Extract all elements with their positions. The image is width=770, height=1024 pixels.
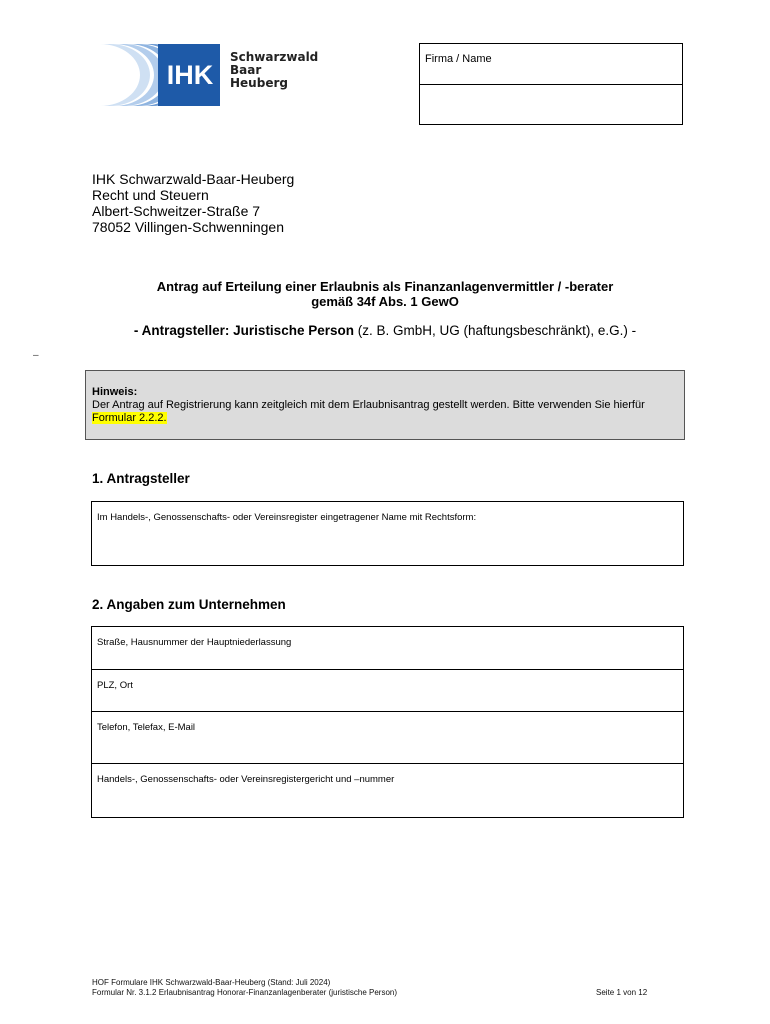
unternehmen-fields-table bbox=[91, 626, 684, 818]
firma-label: Firma / Name bbox=[425, 53, 492, 65]
subtitle-bold: - Antragsteller: Juristische Person bbox=[133, 323, 354, 338]
antragsteller-name-label: Im Handels-, Genossenschafts- oder Vereinsregister eingetragener Name mit Rechtsform: bbox=[97, 512, 477, 523]
kontakt-field[interactable] bbox=[92, 712, 683, 764]
form-title-line-1: Antrag auf Erteilung einer Erlaubnis als Finanzanlagenvermittler / -berater bbox=[156, 279, 614, 294]
kontakt-label: Telefon, Telefax, E-Mail bbox=[97, 722, 196, 733]
logo-line-3: Heuberg bbox=[230, 76, 288, 90]
firma-name-input[interactable] bbox=[420, 85, 682, 125]
subtitle-normal: (z. B. GmbH, UG (haftungsbeschränkt), e.G.) - bbox=[353, 323, 637, 338]
logo-line-1: Schwarzwald bbox=[230, 50, 319, 64]
form-subtitle bbox=[0, 323, 770, 339]
page-number: Seite 1 von 12 bbox=[596, 988, 648, 997]
strasse-field[interactable] bbox=[92, 627, 683, 670]
address-line-4: 78052 Villingen-Schwenningen bbox=[92, 219, 285, 235]
hinweis-text: Der Antrag auf Registrierung kann zeitgleich mit dem Erlaubnisantrag gestellt werden. Bitte verwenden Sie hierfür bbox=[92, 399, 645, 411]
firma-name-box bbox=[419, 43, 683, 125]
antragsteller-name-field[interactable] bbox=[91, 501, 684, 566]
hinweis-content bbox=[92, 386, 680, 425]
hinweis-box bbox=[85, 370, 685, 440]
hinweis-heading: Hinweis: bbox=[92, 386, 138, 398]
page-footer bbox=[92, 978, 397, 998]
plz-ort-field[interactable] bbox=[92, 670, 683, 712]
address-line-3: Albert-Schweitzer-Straße 7 bbox=[92, 203, 261, 219]
footer-line-1: HOF Formulare IHK Schwarzwald-Baar-Heuberg (Stand: Juli 2024) bbox=[92, 978, 331, 987]
register-label: Handels-, Genossenschafts- oder Vereinsregistergericht und –nummer bbox=[97, 774, 395, 785]
firma-label-cell bbox=[420, 44, 682, 85]
hinweis-formular-link[interactable]: Formular 2.2.2. bbox=[92, 412, 167, 424]
section-1-heading: 1. Antragsteller bbox=[92, 471, 190, 486]
logo-abbr: IHK bbox=[166, 60, 214, 90]
plz-ort-label: PLZ, Ort bbox=[97, 680, 133, 691]
form-title-line-2: gemäß 34f Abs. 1 GewO bbox=[311, 294, 459, 309]
address-line-1: IHK Schwarzwald-Baar-Heuberg bbox=[92, 171, 295, 187]
margin-mark: – bbox=[33, 350, 39, 361]
register-field[interactable] bbox=[92, 764, 683, 817]
form-title bbox=[0, 279, 770, 309]
recipient-address bbox=[92, 171, 294, 235]
section-2-heading: 2. Angaben zum Unternehmen bbox=[92, 597, 286, 612]
footer-line-2: Formular Nr. 3.1.2 Erlaubnisantrag Honorar-Finanzanlagenberater (juristische Person) bbox=[92, 988, 398, 997]
logo-wordmark bbox=[230, 51, 318, 90]
address-line-2: Recht und Steuern bbox=[92, 187, 209, 203]
ihk-logo bbox=[92, 42, 319, 108]
strasse-label: Straße, Hausnummer der Hauptniederlassung bbox=[97, 637, 292, 648]
logo-line-2: Baar bbox=[230, 63, 262, 77]
